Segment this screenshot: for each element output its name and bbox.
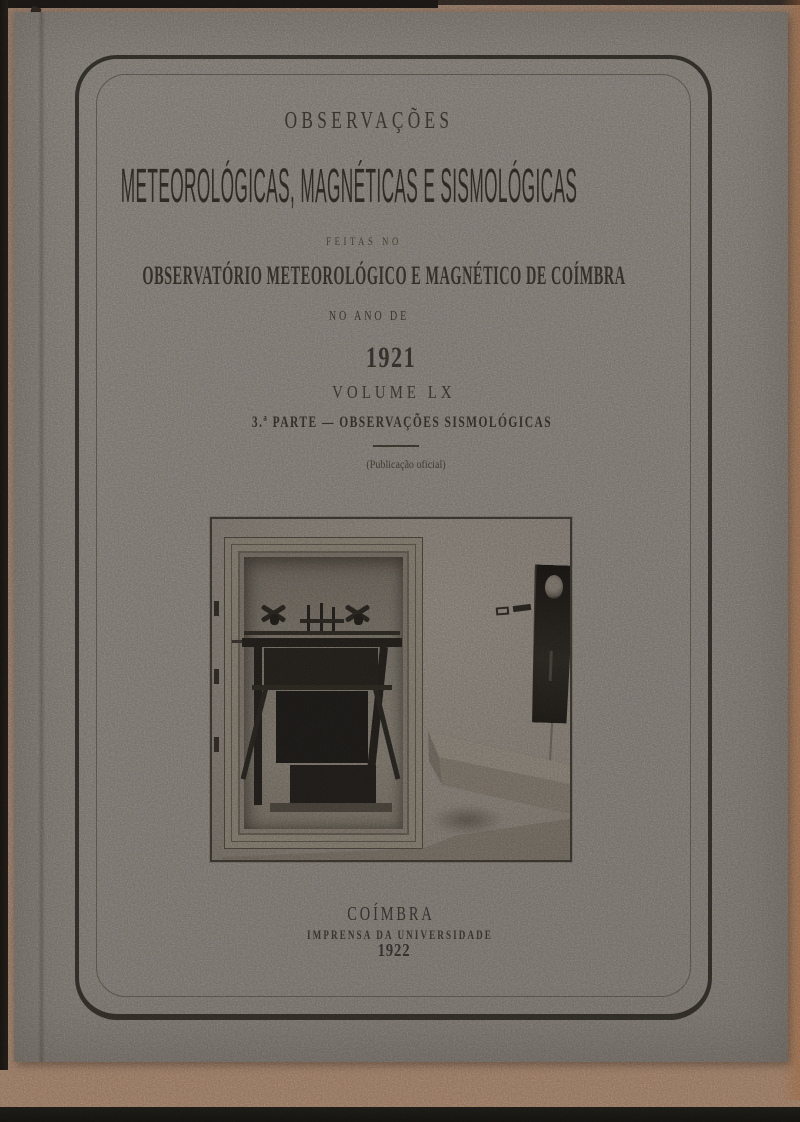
wall-bracket bbox=[496, 606, 510, 615]
clock-dial bbox=[545, 575, 564, 600]
machine-plinth bbox=[270, 803, 392, 812]
door-hinge bbox=[214, 669, 219, 684]
imprint-year-row bbox=[75, 940, 712, 1000]
machine-right-mass bbox=[354, 614, 363, 625]
official-note-row bbox=[75, 457, 712, 517]
machine-recorder-box bbox=[276, 691, 368, 763]
official-note: (Publicação oficial) bbox=[365, 457, 446, 471]
machine-crossbar bbox=[300, 619, 344, 623]
machine-upper-beam bbox=[244, 631, 400, 635]
door-hinge bbox=[214, 601, 219, 616]
made-at-label: FEITAS NO bbox=[325, 234, 402, 248]
seismograph-room-photograph bbox=[210, 517, 572, 862]
part-title: 3.ª PARTE — OBSERVAÇÕES SISMOLÓGICAS bbox=[251, 414, 552, 431]
institution-name: OBSERVATÓRIO METEOROLÓGICO E MAGNÉTICO DE COÍMBRA bbox=[141, 261, 626, 290]
cover-page bbox=[14, 12, 788, 1062]
hanging-cord bbox=[549, 723, 553, 763]
volume-label: VOLUME LX bbox=[331, 382, 456, 402]
machine-shelf bbox=[252, 685, 392, 690]
series-title: OBSERVAÇÕES bbox=[284, 108, 453, 134]
cover-content bbox=[75, 55, 712, 1020]
main-title-row bbox=[75, 159, 712, 219]
scan-edge-top-dark bbox=[0, 0, 438, 8]
imprint-publisher: IMPRENSA DA UNIVERSIDADE bbox=[306, 927, 493, 942]
short-divider-rule bbox=[373, 445, 419, 447]
wall-clock-case bbox=[529, 564, 572, 723]
machine-left-mass bbox=[270, 614, 279, 625]
imprint-year: 1922 bbox=[377, 940, 410, 960]
door-hinge bbox=[214, 737, 219, 752]
case-glass-reflection bbox=[549, 651, 553, 681]
machine-upper-box bbox=[264, 648, 378, 686]
scan-edge-left bbox=[0, 0, 8, 1070]
publication-year: 1921 bbox=[365, 341, 416, 374]
machine-base-box bbox=[290, 765, 376, 803]
wall-bracket-arm bbox=[513, 604, 532, 612]
imprint-city: COÍMBRA bbox=[346, 903, 435, 925]
in-year-label: NO ANO DE bbox=[328, 309, 409, 324]
spine-crease bbox=[38, 12, 45, 1062]
scan-edge-bottom bbox=[0, 1107, 800, 1122]
main-title: METEOROLÓGICAS, MAGNÉTICAS E SISMOLÓGICAS bbox=[120, 160, 577, 213]
machine-main-beam bbox=[242, 638, 402, 647]
